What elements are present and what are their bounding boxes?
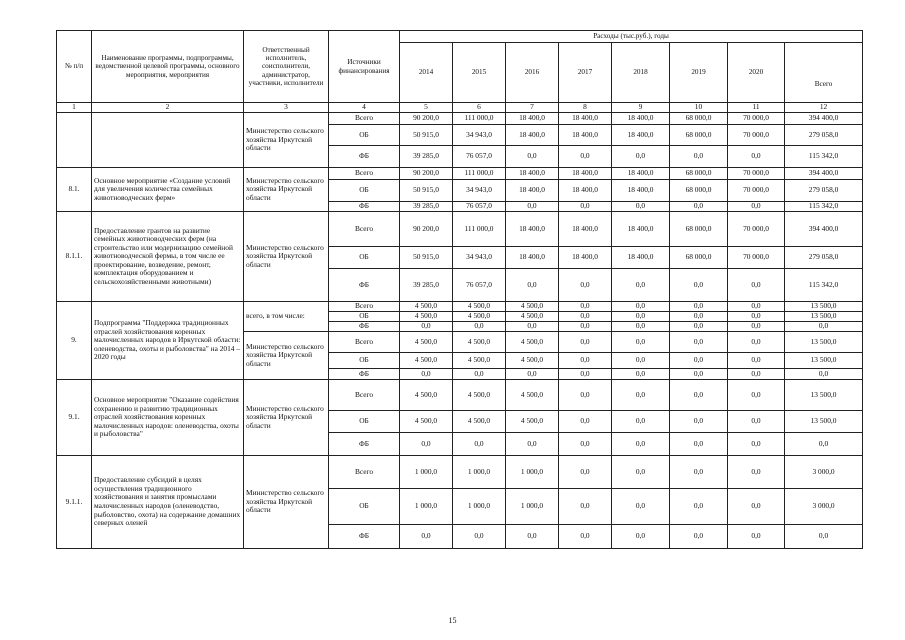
year-value: 34 943,0 — [453, 125, 506, 146]
year-value: 34 943,0 — [453, 180, 506, 202]
funding-source: Всего — [329, 168, 400, 180]
row-name: Основное мероприятие "Оказание содействия сохранению и развитию традиционных отраслей хозяйствования коренных малочисленных народов: оленеводства, охоты и рыболовства" — [92, 380, 244, 456]
year-value: 0,0 — [506, 322, 559, 332]
year-value: 90 200,0 — [400, 168, 453, 180]
year-value: 4 500,0 — [506, 411, 559, 433]
year-value: 68 000,0 — [670, 180, 728, 202]
year-value: 0,0 — [612, 456, 670, 489]
header-total: Всего — [785, 43, 863, 103]
year-value: 0,0 — [728, 202, 785, 212]
row-name: Предоставление субсидий в целях осуществления традиционного хозяйствования и занятия промыслами малочисленных народов (оленеводство, рыболовство, охота) на содержание домашних северных оленей — [92, 456, 244, 549]
year-value: 34 943,0 — [453, 247, 506, 269]
funding-source: ФБ — [329, 433, 400, 456]
year-value: 0,0 — [612, 369, 670, 380]
year-value: 70 000,0 — [728, 168, 785, 180]
year-value: 18 400,0 — [559, 113, 612, 125]
column-number: 11 — [728, 103, 785, 113]
year-value: 0,0 — [400, 369, 453, 380]
year-value: 4 500,0 — [453, 353, 506, 369]
year-value: 0,0 — [612, 202, 670, 212]
year-value: 0,0 — [728, 380, 785, 411]
year-value: 0,0 — [453, 525, 506, 549]
year-value: 90 200,0 — [400, 113, 453, 125]
funding-source: ФБ — [329, 322, 400, 332]
total-value: 394 400,0 — [785, 212, 863, 247]
year-value: 0,0 — [612, 302, 670, 312]
year-value: 0,0 — [559, 322, 612, 332]
year-value: 0,0 — [612, 433, 670, 456]
row-responsible: Министерство сельского хозяйства Иркутской области — [244, 332, 329, 380]
row-responsible: Министерство сельского хозяйства Иркутской области — [244, 113, 329, 168]
column-number: 8 — [559, 103, 612, 113]
year-value: 0,0 — [559, 456, 612, 489]
row-responsible: Министерство сельского хозяйства Иркутской области — [244, 168, 329, 212]
year-value: 76 057,0 — [453, 269, 506, 302]
year-value: 0,0 — [670, 353, 728, 369]
funding-source: ФБ — [329, 269, 400, 302]
year-value: 68 000,0 — [670, 247, 728, 269]
year-value: 4 500,0 — [453, 411, 506, 433]
year-value: 4 500,0 — [400, 353, 453, 369]
year-value: 4 500,0 — [506, 380, 559, 411]
year-value: 68 000,0 — [670, 125, 728, 146]
year-value: 70 000,0 — [728, 113, 785, 125]
funding-source: ФБ — [329, 369, 400, 380]
year-value: 18 400,0 — [506, 180, 559, 202]
total-value: 279 058,0 — [785, 247, 863, 269]
year-value: 0,0 — [506, 369, 559, 380]
funding-source: ФБ — [329, 202, 400, 212]
year-value: 0,0 — [728, 269, 785, 302]
table-row — [57, 456, 863, 489]
year-value: 0,0 — [612, 380, 670, 411]
year-value: 0,0 — [728, 433, 785, 456]
year-value: 0,0 — [506, 525, 559, 549]
funding-source: ОБ — [329, 489, 400, 525]
year-value: 0,0 — [728, 489, 785, 525]
year-value: 0,0 — [670, 146, 728, 168]
funding-source: Всего — [329, 212, 400, 247]
total-value: 279 058,0 — [785, 125, 863, 146]
column-number: 3 — [244, 103, 329, 113]
year-value: 70 000,0 — [728, 180, 785, 202]
total-value: 13 500,0 — [785, 332, 863, 353]
year-value: 39 285,0 — [400, 146, 453, 168]
header-expenses: Расходы (тыс.руб.), годы — [400, 31, 863, 43]
header-responsible: Ответственный исполнитель, соисполнители, администратор, участники, исполнители — [244, 31, 329, 103]
year-value: 0,0 — [670, 322, 728, 332]
row-responsible: Министерство сельского хозяйства Иркутской области — [244, 380, 329, 456]
total-value: 394 400,0 — [785, 168, 863, 180]
header-year: 2018 — [612, 43, 670, 103]
year-value: 0,0 — [559, 302, 612, 312]
year-value: 0,0 — [670, 380, 728, 411]
row-number: 9.1.1. — [57, 456, 92, 549]
year-value: 1 000,0 — [400, 489, 453, 525]
budget-table — [56, 30, 863, 549]
row-number: 8.1. — [57, 168, 92, 212]
header-year: 2015 — [453, 43, 506, 103]
year-value: 68 000,0 — [670, 168, 728, 180]
year-value: 0,0 — [506, 146, 559, 168]
total-value: 115 342,0 — [785, 202, 863, 212]
year-value: 0,0 — [728, 411, 785, 433]
year-value: 0,0 — [670, 433, 728, 456]
funding-source: Всего — [329, 380, 400, 411]
year-value: 0,0 — [506, 433, 559, 456]
funding-source: Всего — [329, 456, 400, 489]
year-value: 0,0 — [559, 525, 612, 549]
total-value: 3 000,0 — [785, 456, 863, 489]
year-value: 0,0 — [728, 525, 785, 549]
column-number: 1 — [57, 103, 92, 113]
year-value: 0,0 — [670, 456, 728, 489]
year-value: 0,0 — [559, 433, 612, 456]
funding-source: ФБ — [329, 525, 400, 549]
table-row — [57, 302, 863, 312]
total-value: 394 400,0 — [785, 113, 863, 125]
year-value: 4 500,0 — [453, 312, 506, 322]
row-name: Подпрограмма "Поддержка традиционных отраслей хозяйствования коренных малочисленных народов в Иркутской области: оленеводства, охоты и рыболовства" на 2014 – 2020 годы — [92, 302, 244, 380]
year-value: 18 400,0 — [559, 247, 612, 269]
year-value: 18 400,0 — [612, 212, 670, 247]
total-value: 0,0 — [785, 525, 863, 549]
row-number: 9. — [57, 302, 92, 380]
year-value: 4 500,0 — [453, 380, 506, 411]
year-value: 18 400,0 — [559, 125, 612, 146]
year-value: 0,0 — [559, 269, 612, 302]
year-value: 4 500,0 — [506, 332, 559, 353]
year-value: 18 400,0 — [612, 113, 670, 125]
year-value: 0,0 — [728, 312, 785, 322]
header-num: № п/п — [57, 31, 92, 103]
year-value: 0,0 — [559, 146, 612, 168]
year-value: 18 400,0 — [506, 247, 559, 269]
year-value: 0,0 — [728, 302, 785, 312]
row-number: 9.1. — [57, 380, 92, 456]
header-year: 2017 — [559, 43, 612, 103]
total-value: 0,0 — [785, 322, 863, 332]
row-name — [92, 113, 244, 168]
year-value: 0,0 — [612, 332, 670, 353]
year-value: 0,0 — [559, 411, 612, 433]
year-value: 0,0 — [670, 489, 728, 525]
year-value: 0,0 — [670, 202, 728, 212]
column-number: 10 — [670, 103, 728, 113]
year-value: 1 000,0 — [506, 456, 559, 489]
header-year: 2019 — [670, 43, 728, 103]
year-value: 4 500,0 — [400, 411, 453, 433]
year-value: 0,0 — [400, 525, 453, 549]
year-value: 1 000,0 — [453, 489, 506, 525]
funding-source: Всего — [329, 302, 400, 312]
year-value: 18 400,0 — [506, 125, 559, 146]
year-value: 18 400,0 — [612, 168, 670, 180]
table-row — [57, 168, 863, 180]
year-value: 0,0 — [728, 353, 785, 369]
year-value: 0,0 — [559, 489, 612, 525]
header-year: 2014 — [400, 43, 453, 103]
year-value: 0,0 — [670, 369, 728, 380]
year-value: 0,0 — [559, 312, 612, 322]
row-name: Основное мероприятие «Создание условий для увеличения количества семейных животноводческих ферм» — [92, 168, 244, 212]
year-value: 50 915,0 — [400, 125, 453, 146]
year-value: 0,0 — [612, 489, 670, 525]
column-number: 5 — [400, 103, 453, 113]
year-value: 0,0 — [728, 332, 785, 353]
year-value: 0,0 — [612, 322, 670, 332]
funding-source: ФБ — [329, 146, 400, 168]
year-value: 0,0 — [670, 332, 728, 353]
column-number: 6 — [453, 103, 506, 113]
funding-source: ОБ — [329, 353, 400, 369]
year-value: 0,0 — [559, 380, 612, 411]
year-value: 68 000,0 — [670, 113, 728, 125]
year-value: 76 057,0 — [453, 146, 506, 168]
year-value: 18 400,0 — [612, 247, 670, 269]
funding-source: ОБ — [329, 180, 400, 202]
funding-source: Всего — [329, 113, 400, 125]
year-value: 39 285,0 — [400, 269, 453, 302]
year-value: 18 400,0 — [559, 168, 612, 180]
year-value: 1 000,0 — [453, 456, 506, 489]
funding-source: ОБ — [329, 312, 400, 322]
year-value: 90 200,0 — [400, 212, 453, 247]
total-value: 13 500,0 — [785, 312, 863, 322]
year-value: 4 500,0 — [400, 312, 453, 322]
year-value: 0,0 — [453, 322, 506, 332]
year-value: 0,0 — [559, 332, 612, 353]
year-value: 0,0 — [453, 369, 506, 380]
column-number: 7 — [506, 103, 559, 113]
year-value: 0,0 — [453, 433, 506, 456]
row-number — [57, 113, 92, 168]
funding-source: ОБ — [329, 411, 400, 433]
year-value: 0,0 — [728, 146, 785, 168]
year-value: 0,0 — [612, 525, 670, 549]
column-number-row — [57, 103, 863, 113]
year-value: 0,0 — [670, 312, 728, 322]
year-value: 4 500,0 — [506, 353, 559, 369]
row-responsible: всего, в том числе: — [244, 302, 329, 332]
funding-source: ОБ — [329, 247, 400, 269]
year-value: 0,0 — [612, 353, 670, 369]
year-value: 111 000,0 — [453, 168, 506, 180]
year-value: 0,0 — [506, 269, 559, 302]
total-value: 0,0 — [785, 369, 863, 380]
year-value: 76 057,0 — [453, 202, 506, 212]
funding-source: ОБ — [329, 125, 400, 146]
year-value: 70 000,0 — [728, 247, 785, 269]
year-value: 0,0 — [612, 269, 670, 302]
total-value: 115 342,0 — [785, 146, 863, 168]
total-value: 115 342,0 — [785, 269, 863, 302]
year-value: 0,0 — [728, 456, 785, 489]
header-year: 2016 — [506, 43, 559, 103]
table-row — [57, 113, 863, 125]
year-value: 0,0 — [670, 411, 728, 433]
year-value: 1 000,0 — [506, 489, 559, 525]
column-number: 12 — [785, 103, 863, 113]
year-value: 18 400,0 — [506, 168, 559, 180]
total-value: 0,0 — [785, 433, 863, 456]
year-value: 111 000,0 — [453, 212, 506, 247]
row-responsible: Министерство сельского хозяйства Иркутской области — [244, 456, 329, 549]
year-value: 18 400,0 — [612, 180, 670, 202]
year-value: 18 400,0 — [612, 125, 670, 146]
year-value: 1 000,0 — [400, 456, 453, 489]
year-value: 0,0 — [506, 202, 559, 212]
row-number: 8.1.1. — [57, 212, 92, 302]
row-name: Предоставление грантов на развитие семейных животноводческих ферм (на строительство или модернизацию семейной животноводческой фермы, в том числе ее проектирование, возведение, ремонт, комплектация оборудованием и сельскохозяйственными животными) — [92, 212, 244, 302]
total-value: 3 000,0 — [785, 489, 863, 525]
year-value: 111 000,0 — [453, 113, 506, 125]
year-value: 0,0 — [670, 525, 728, 549]
total-value: 279 058,0 — [785, 180, 863, 202]
year-value: 50 915,0 — [400, 180, 453, 202]
total-value: 13 500,0 — [785, 302, 863, 312]
year-value: 0,0 — [612, 312, 670, 322]
year-value: 0,0 — [400, 322, 453, 332]
year-value: 0,0 — [559, 353, 612, 369]
year-value: 18 400,0 — [559, 180, 612, 202]
table-row — [57, 212, 863, 247]
table-row — [57, 380, 863, 411]
year-value: 0,0 — [559, 202, 612, 212]
year-value: 18 400,0 — [506, 113, 559, 125]
year-value: 4 500,0 — [400, 380, 453, 411]
header-name: Наименование программы, подпрограммы, ведомственной целевой программы, основного мероприятия, мероприятия — [92, 31, 244, 103]
year-value: 0,0 — [400, 433, 453, 456]
year-value: 0,0 — [728, 322, 785, 332]
total-value: 13 500,0 — [785, 411, 863, 433]
year-value: 0,0 — [559, 369, 612, 380]
year-value: 4 500,0 — [506, 312, 559, 322]
column-number: 9 — [612, 103, 670, 113]
year-value: 18 400,0 — [506, 212, 559, 247]
total-value: 13 500,0 — [785, 353, 863, 369]
year-value: 0,0 — [670, 302, 728, 312]
funding-source: Всего — [329, 332, 400, 353]
year-value: 70 000,0 — [728, 212, 785, 247]
year-value: 4 500,0 — [400, 332, 453, 353]
column-number: 2 — [92, 103, 244, 113]
year-value: 70 000,0 — [728, 125, 785, 146]
total-value: 13 500,0 — [785, 380, 863, 411]
year-value: 39 285,0 — [400, 202, 453, 212]
header-year: 2020 — [728, 43, 785, 103]
year-value: 0,0 — [670, 269, 728, 302]
year-value: 68 000,0 — [670, 212, 728, 247]
year-value: 18 400,0 — [559, 212, 612, 247]
year-value: 4 500,0 — [506, 302, 559, 312]
year-value: 4 500,0 — [453, 332, 506, 353]
year-value: 4 500,0 — [453, 302, 506, 312]
year-value: 0,0 — [612, 411, 670, 433]
year-value: 50 915,0 — [400, 247, 453, 269]
header-source: Источники финансирования — [329, 31, 400, 103]
page-number: 15 — [448, 616, 457, 625]
year-value: 0,0 — [728, 369, 785, 380]
row-responsible: Министерство сельского хозяйства Иркутской области — [244, 212, 329, 302]
column-number: 4 — [329, 103, 400, 113]
year-value: 0,0 — [612, 146, 670, 168]
year-value: 4 500,0 — [400, 302, 453, 312]
